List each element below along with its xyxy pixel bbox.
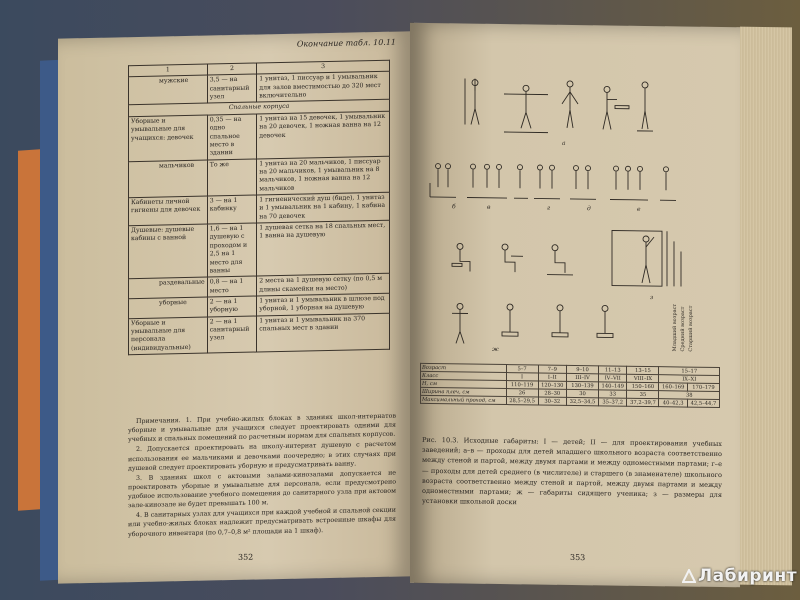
page-number: 353 <box>570 552 586 563</box>
table-cell: 140–149 <box>599 382 627 390</box>
table-cell: 1 унитаз и 1 умывальник на 370 спальных мест в здании <box>257 313 390 352</box>
figure-row-3 <box>452 228 694 351</box>
row-label: Н, см <box>421 379 507 388</box>
open-book <box>58 25 793 595</box>
book-cover-orange-edge <box>18 149 40 511</box>
vertical-label: Старший возраст <box>688 305 694 352</box>
label-b: б <box>452 203 456 211</box>
table-col-header: 2 <box>207 63 257 75</box>
table-cell: 38 <box>659 391 720 400</box>
figure-row-2 <box>430 163 676 200</box>
label-d: д <box>587 205 591 213</box>
table-cell: 1 унитаз и 1 умывальник в шлюзе под уборной, 1 уборная на душевую <box>257 293 390 315</box>
table-cell: Кабинеты личной гигиены для девочек <box>129 196 208 226</box>
table-cell: 3,5 — на санитарный узел <box>207 74 257 103</box>
watermark-text: Лабиринт <box>698 566 798 586</box>
note-paragraph: 3. В зданиях школ с актовыми залами-кинозалами допускается не проектировать уборные и умывальные для персонала, если предусмотрено удобное использование учебного помещения до санитарного узла при актовом зале-кинозале не будет превышать 100 м. <box>128 469 396 510</box>
table-cell: 120–130 <box>538 381 566 389</box>
page-edges <box>740 27 792 586</box>
note-paragraph: Примечания. 1. При учебно-жилых блоках в зданиях школ-интернатов уборные и умывальные для учащихся следует проектировать одними для учебных и спальных помещений по расчетным нормам для спальных корпусов. <box>128 412 396 444</box>
table-cell: 7–9 <box>538 365 566 373</box>
table-cell: 0,35 — на одно спальное место в здании <box>207 114 257 160</box>
table-cell: мужские <box>129 75 208 105</box>
table-cell: 110–119 <box>506 381 538 389</box>
dimension-figure <box>422 58 727 362</box>
label-e: е <box>637 205 641 213</box>
table-cell: 30–32 <box>538 397 566 405</box>
label-a: а <box>562 139 566 147</box>
section-title: Спальные корпуса <box>129 100 390 117</box>
table-cell: 37,2–39,7 <box>627 398 659 406</box>
figure-row-1 <box>465 78 653 134</box>
row-label: Ширина плеч, см <box>421 387 507 396</box>
table-cell: 35–37,2 <box>599 398 627 406</box>
table-cell: 30 <box>566 389 598 397</box>
table-cell: 1,6 — на 1 душевую с проходом и 2,5 на 1 место для ванны <box>207 223 257 277</box>
table-cell: раздевальные <box>129 277 208 298</box>
table-cell: 28–30 <box>538 389 566 397</box>
row-label: Возраст <box>421 363 507 372</box>
table-cell: 35 <box>627 390 659 398</box>
right-page <box>410 23 740 588</box>
table-cell: уборные <box>129 297 208 318</box>
table-cell: 33 <box>599 390 627 398</box>
figure-row-4 <box>452 303 613 354</box>
left-page <box>58 31 410 583</box>
table-cell: I–II <box>538 373 566 381</box>
table-cell: 28,5–29,5 <box>506 397 538 405</box>
figure-caption: Рис. 10.3. Исходные габариты: I — детей; II — для проектирования учебных заведений; а–в — проходы для детей младшего школьного возраста соответственно между стеной и партой, между двумя партами и между одноместными партами; г–е — проходы для детей среднего (в числителе) и старшего (в знаменателе) школьного возраста соответственно между стеной и партой, между двумя партами и между одноместными партами; ж — габариты сидящего ученика; з — размеры для установки школьной доски <box>422 435 722 507</box>
table-row <box>129 220 390 279</box>
table-cell: IX–XI <box>659 375 720 384</box>
table-cell: IV–VII <box>599 374 627 382</box>
table-cell: 1 гигиенический душ (биде), 1 унитаз и 1 умывальник на 1 кабину, 1 кабина на 70 девочек <box>257 192 390 223</box>
table-cell: 26 <box>506 389 538 397</box>
running-header: Окончание табл. 10.11 <box>296 37 396 49</box>
row-label: Класс <box>421 371 507 380</box>
table-cell: 42,5–44,7 <box>687 399 719 407</box>
labirint-logo-icon <box>682 569 696 583</box>
table-cell: 15–17 <box>659 367 720 376</box>
table-cell: 2 места на 1 душевую сетку (по 0,5 м длины скамейки на место) <box>257 274 390 296</box>
table-cell: 1 унитаз на 15 девочек, 1 умывальник на 20 девочек, 1 ножная ванна на 12 девочек <box>257 111 390 159</box>
table-cell: 160–169 <box>659 383 687 391</box>
table-row <box>129 111 390 161</box>
table-cell: 0,8 — на 1 место <box>207 276 257 297</box>
table-cell: 40–42,3 <box>659 399 687 407</box>
page-number: 352 <box>238 552 254 562</box>
row-label: Максимальный проход, см <box>421 395 507 404</box>
sanitary-table <box>128 60 390 356</box>
note-paragraph: 4. В санитарных узлах для учащихся при каждой учебной и спальной секции или учебно-жилых блоках надлежит предусматривать встроенные шкафы для уборочного инвентаря (по 0,7–0,8 м² площади на 1 шкаф). <box>128 506 396 538</box>
table-col-header: 3 <box>257 60 390 74</box>
note-paragraph: 2. Допускается проектировать на школу-интернат душевую с расчетом использования ее мальчиками и девочками поочередно; в этих случаях при душевой следует проектировать уборную и предусматривать ванну. <box>128 440 396 472</box>
table-col-header: 1 <box>129 64 208 77</box>
table-cell: I <box>506 373 538 381</box>
table-cell: VIII–IX <box>627 374 659 382</box>
table-cell: 32,5–34,5 <box>566 397 598 405</box>
vertical-label: Младший возраст <box>672 303 678 352</box>
table-cell: 2 — на 1 уборную <box>207 296 257 317</box>
table-cell: 1 душевая сетка на 18 спальных мест, 1 ванна на душевую <box>257 220 390 276</box>
dimension-table <box>420 363 720 408</box>
vertical-label: Средний возраст <box>680 306 686 352</box>
table-row <box>129 156 390 198</box>
label-g: г <box>547 204 551 212</box>
table-cell: 5–7 <box>506 365 538 373</box>
table-cell: 9–10 <box>566 365 598 373</box>
table-cell: 13–15 <box>627 366 659 374</box>
table-cell: мальчиков <box>129 160 208 198</box>
table-cell: 11–13 <box>599 366 627 374</box>
watermark <box>682 566 797 586</box>
table-cell: 150–160 <box>627 382 659 390</box>
table-notes <box>128 412 396 540</box>
table-cell: Уборные и умывальные для учащихся: девочек <box>129 115 208 161</box>
label-zh: ж <box>492 345 499 353</box>
table-cell: Уборные и умывальные для персонала (индивидуальные) <box>129 317 208 355</box>
table-cell: 170–179 <box>687 383 719 391</box>
table-cell: Душевые: душевые кабины с ванной <box>129 224 208 279</box>
table-cell: 1 унитаз, 1 писсуар и 1 умывальник для залов вместимостью до 320 мест включительно <box>257 72 390 103</box>
label-z: з <box>650 294 654 302</box>
table-cell: 130–139 <box>566 381 598 389</box>
table-cell: 2 — на 1 санитарный узел <box>207 316 257 353</box>
table-cell: 3 — на 1 кабинку <box>207 195 257 224</box>
table-cell: 1 унитаз на 20 мальчиков, 1 писсуар на 20 мальчиков, 1 умывальник на 8 мальчиков, 1 ножная ванна на 12 мальчиков <box>257 156 390 195</box>
table-cell: То же <box>207 159 257 196</box>
table-cell: III–IV <box>566 373 598 381</box>
label-v: в <box>487 203 491 211</box>
table-row <box>129 313 390 355</box>
